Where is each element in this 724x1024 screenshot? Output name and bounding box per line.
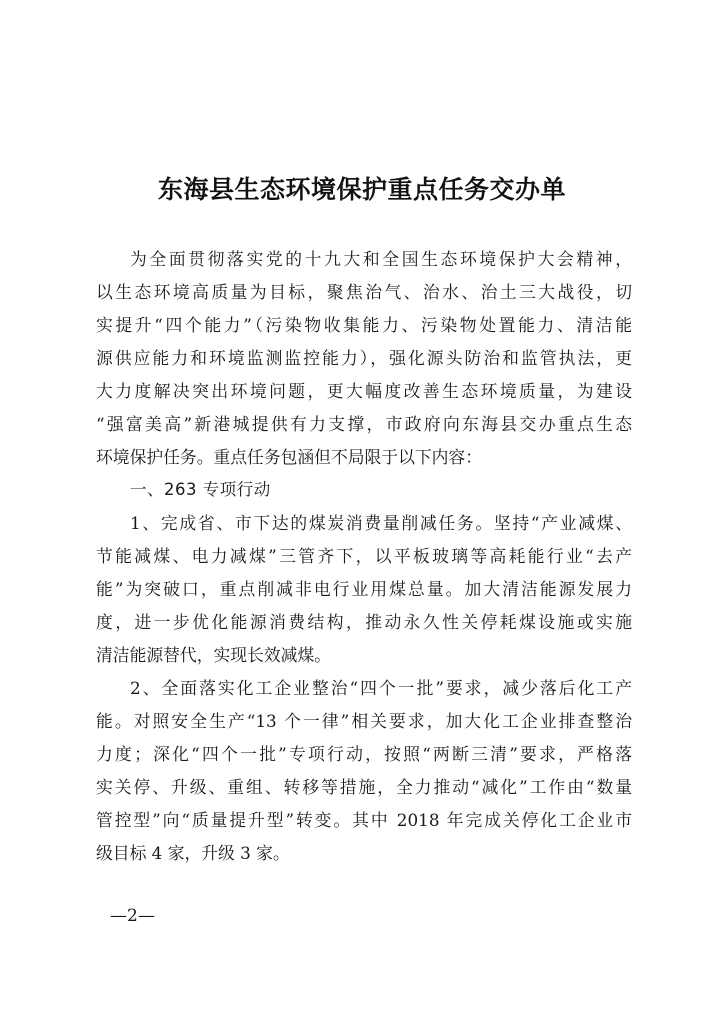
item1-line: 清洁能源替代，实现长效减煤。 bbox=[96, 645, 331, 665]
section-heading: 一、263 专项行动 bbox=[130, 480, 271, 499]
intro-line: 实提升“四个能力”（污染物收集能力、污染物处置能力、清洁能 bbox=[96, 315, 632, 335]
intro-line: 源供应能力和环境监测监控能力），强化源头防治和监管执法，更 bbox=[96, 348, 632, 368]
intro-line: 以生态环境高质量为目标，聚焦治气、治水、治土三大战役，切 bbox=[96, 282, 632, 302]
item1-line: 度，进一步优化能源消费结构，推动永久性关停耗煤设施或实施 bbox=[96, 612, 632, 632]
item2-line: 力度；深化“四个一批”专项行动，按照“两断三清”要求，严格落 bbox=[96, 744, 632, 764]
intro-line: 为全面贯彻落实党的十九大和全国生态环境保护大会精神， bbox=[130, 249, 632, 269]
item2-line: 级目标 4 家，升级 3 家。 bbox=[96, 843, 290, 863]
intro-line: 环境保护任务。重点任务包涵但不局限于以下内容： bbox=[96, 447, 482, 467]
intro-line: “强富美高”新港城提供有力支撑，市政府向东海县交办重点生态 bbox=[96, 414, 632, 434]
item2-line: 实关停、升级、重组、转移等措施，全力推动“减化”工作由“数量 bbox=[96, 777, 632, 797]
page-number: —2— bbox=[110, 906, 155, 926]
item1-line: 节能减煤、电力减煤”三管齐下，以平板玻璃等高耗能行业“去产 bbox=[96, 546, 632, 566]
item2-line: 管控型”向“质量提升型”转变。其中 2018 年完成关停化工企业市 bbox=[96, 810, 632, 830]
document-title: 东海县生态环境保护重点任务交办单 bbox=[157, 175, 566, 204]
item2-line: 能。对照安全生产“13 个一律”相关要求，加大化工企业排查整治 bbox=[96, 711, 632, 731]
intro-line: 大力度解决突出环境问题，更大幅度改善生态环境质量，为建设 bbox=[96, 381, 632, 401]
item1-line: 1、完成省、市下达的煤炭消费量削减任务。坚持“产业减煤、 bbox=[130, 513, 632, 533]
item1-line: 能”为突破口，重点削减非电行业用煤总量。加大清洁能源发展力 bbox=[96, 579, 632, 599]
item2-line: 2、全面落实化工企业整治“四个一批”要求，减少落后化工产 bbox=[130, 678, 632, 698]
